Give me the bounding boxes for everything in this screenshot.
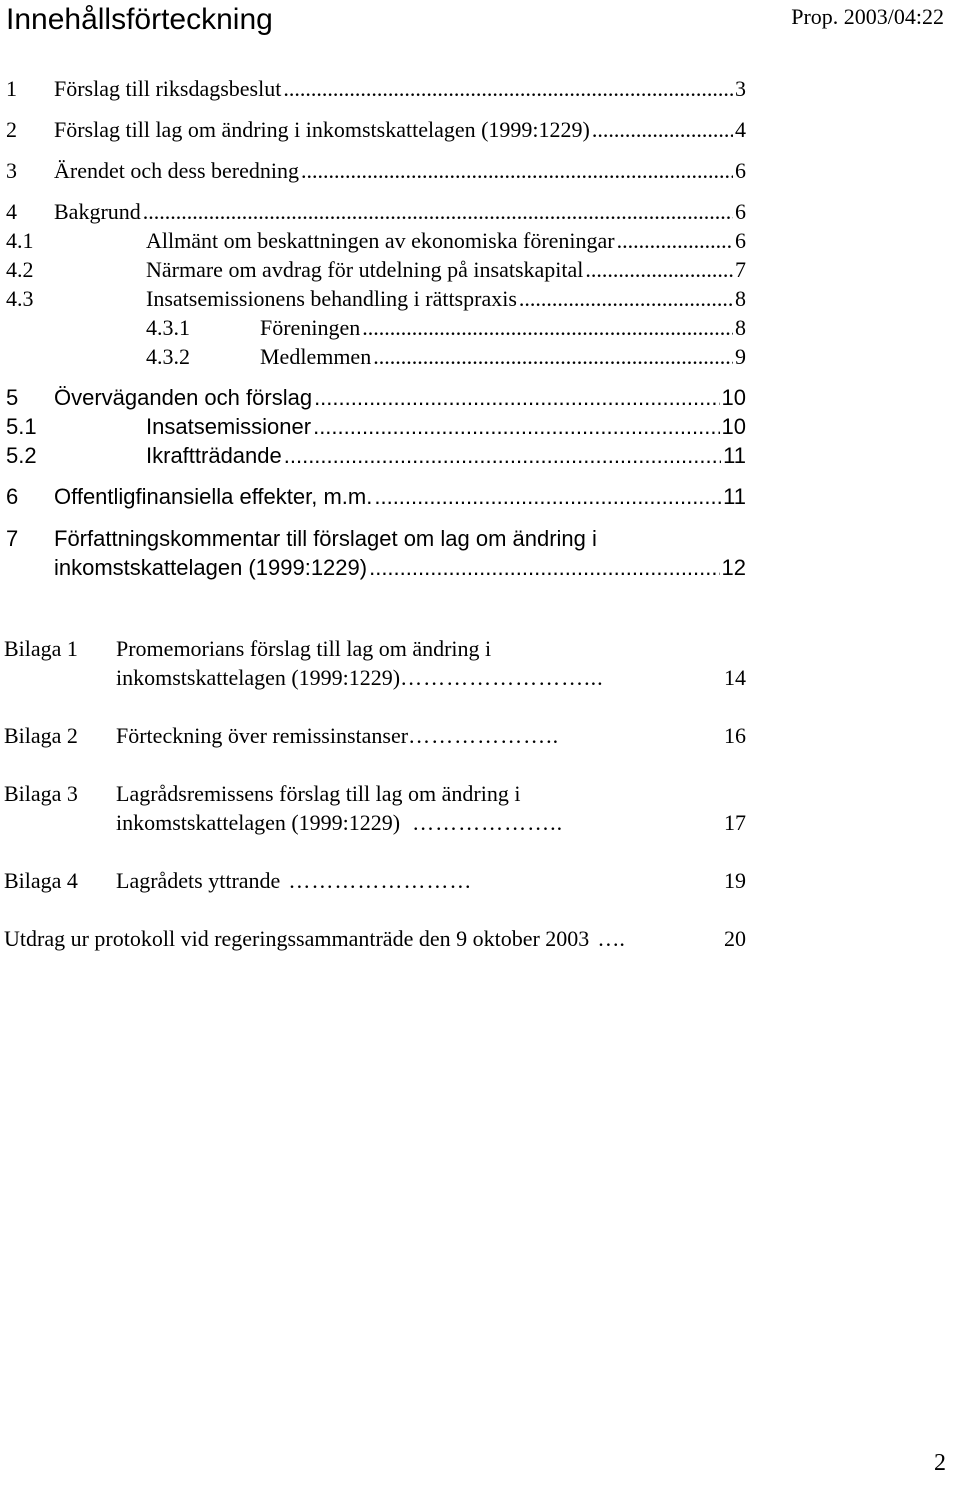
toc-entry-4-2[interactable] — [0, 255, 746, 285]
toc-leader — [313, 412, 719, 442]
toc-leader — [314, 383, 719, 413]
toc-page: 7 — [735, 257, 746, 282]
toc-number: 5 — [6, 385, 19, 410]
toc-title: Föreningen — [260, 315, 361, 340]
toc-leader — [301, 156, 733, 186]
toc-number: 4.3.2 — [146, 344, 190, 369]
toc-page: 9 — [735, 344, 746, 369]
toc-entry-6[interactable] — [0, 482, 746, 512]
appendix-leader: ……………………... — [400, 665, 604, 690]
toc-title: Insatsemissionens behandling i rättspraxis — [146, 286, 517, 311]
toc-number: 4 — [6, 199, 17, 224]
toc-entry-4-3[interactable] — [0, 284, 746, 314]
toc-page: 6 — [735, 199, 746, 224]
toc-title: Medlemmen — [260, 344, 372, 369]
toc-entry-2[interactable] — [0, 115, 746, 145]
toc-title: Förslag till lag om ändring i inkomstskattelagen (1999:1229) — [54, 117, 590, 142]
toc-leader — [373, 342, 733, 372]
toc-number: 4.2 — [6, 257, 34, 282]
appendix-title: Förteckning över remissinstanser — [116, 723, 409, 748]
appendix-title-cont: inkomstskattelagen (1999:1229) — [116, 665, 401, 690]
toc-page: 6 — [735, 158, 746, 183]
toc-leader — [374, 482, 721, 512]
protocol-leader: …. — [597, 926, 625, 951]
toc-title: inkomstskattelagen (1999:1229) — [54, 555, 368, 580]
toc-entry-7-line1[interactable] — [0, 524, 746, 554]
protocol-entry[interactable] — [4, 924, 746, 954]
page-title: Innehållsförteckning — [6, 3, 273, 36]
toc-leader — [362, 313, 733, 343]
toc-entry-7-line2[interactable] — [0, 553, 746, 583]
toc-page: 10 — [721, 385, 746, 410]
toc-entry-4-3-2[interactable] — [0, 342, 746, 372]
toc-page: 11 — [723, 443, 746, 468]
toc-title: Författningskommentar till förslaget om lag om ändring i — [54, 526, 597, 551]
appendix-page: 14 — [724, 665, 746, 690]
toc-title: Överväganden och förslag — [54, 385, 313, 410]
appendix-entry-2[interactable] — [0, 721, 746, 751]
toc-number: 2 — [6, 117, 17, 142]
appendix-leader: ……………….. — [412, 810, 564, 835]
toc-leader — [284, 441, 721, 471]
toc-leader — [592, 115, 733, 145]
appendix-label: Bilaga 1 — [4, 636, 78, 661]
toc-page: 12 — [721, 555, 746, 580]
toc-title: Närmare om avdrag för utdelning på insatskapital — [146, 257, 584, 282]
toc-leader — [283, 74, 733, 104]
toc-page: 10 — [721, 414, 746, 439]
toc-page: 3 — [735, 76, 746, 101]
appendix-label: Bilaga 2 — [4, 723, 78, 748]
appendix-entry-1[interactable] — [0, 634, 746, 694]
appendix-page: 19 — [724, 868, 746, 893]
toc-title: Bakgrund — [54, 199, 141, 224]
protocol-page: 20 — [724, 926, 746, 951]
appendix-title: Lagrådsremissens förslag till lag om ändring i — [116, 781, 521, 806]
page-number: 2 — [934, 1450, 946, 1476]
toc-page: 8 — [735, 286, 746, 311]
toc-number: 5.2 — [6, 443, 37, 468]
appendix-label: Bilaga 3 — [4, 781, 78, 806]
toc-number: 7 — [6, 526, 19, 551]
toc-number: 6 — [6, 484, 19, 509]
toc-number: 4.3 — [6, 286, 34, 311]
toc-page: 6 — [735, 228, 746, 253]
toc-title: Insatsemissioner — [146, 414, 312, 439]
toc-title: Allmänt om beskattningen av ekonomiska föreningar — [146, 228, 615, 253]
toc-number: 1 — [6, 76, 17, 101]
toc-number: 5.1 — [6, 414, 37, 439]
appendix-entry-4[interactable] — [0, 866, 746, 896]
toc-leader — [143, 197, 733, 227]
toc-page: 4 — [735, 117, 746, 142]
toc-title: Ikraftträdande — [146, 443, 282, 468]
toc-leader — [519, 284, 733, 314]
toc-entry-5-2[interactable] — [0, 441, 746, 471]
toc-entry-1[interactable] — [0, 74, 746, 104]
toc-leader — [369, 553, 719, 583]
appendix-title: Promemorians förslag till lag om ändring i — [116, 636, 492, 661]
appendix-entry-3[interactable] — [0, 779, 746, 839]
toc-leader — [617, 226, 733, 256]
toc-title: Förslag till riksdagsbeslut — [54, 76, 282, 101]
appendix-page: 17 — [724, 810, 746, 835]
toc-entry-5-1[interactable] — [0, 412, 746, 442]
toc-title: Offentligfinansiella effekter, m.m. — [54, 484, 373, 509]
toc-entry-3[interactable] — [0, 156, 746, 186]
toc-page: 8 — [735, 315, 746, 340]
toc-page: 11 — [723, 484, 746, 509]
appendix-title-cont: inkomstskattelagen (1999:1229) — [116, 810, 401, 835]
appendix-label: Bilaga 4 — [4, 868, 78, 893]
toc-number: 4.1 — [6, 228, 34, 253]
protocol-title: Utdrag ur protokoll vid regeringssammanträde den 9 oktober 2003 — [4, 926, 590, 951]
toc-entry-4-1[interactable] — [0, 226, 746, 256]
appendix-leader: ……………….. — [408, 723, 560, 748]
toc-entry-4-3-1[interactable] — [0, 313, 746, 343]
appendix-page: 16 — [724, 723, 746, 748]
appendix-title: Lagrådets yttrande — [116, 868, 281, 893]
toc-entry-5[interactable] — [0, 383, 746, 413]
toc-number: 4.3.1 — [146, 315, 190, 340]
proposition-number: Prop. 2003/04:22 — [791, 4, 944, 29]
toc-leader — [585, 255, 733, 285]
appendix-leader: …………………… — [288, 868, 473, 893]
toc-entry-4[interactable] — [0, 197, 746, 227]
toc-number: 3 — [6, 158, 17, 183]
toc-title: Ärendet och dess beredning — [54, 158, 299, 183]
